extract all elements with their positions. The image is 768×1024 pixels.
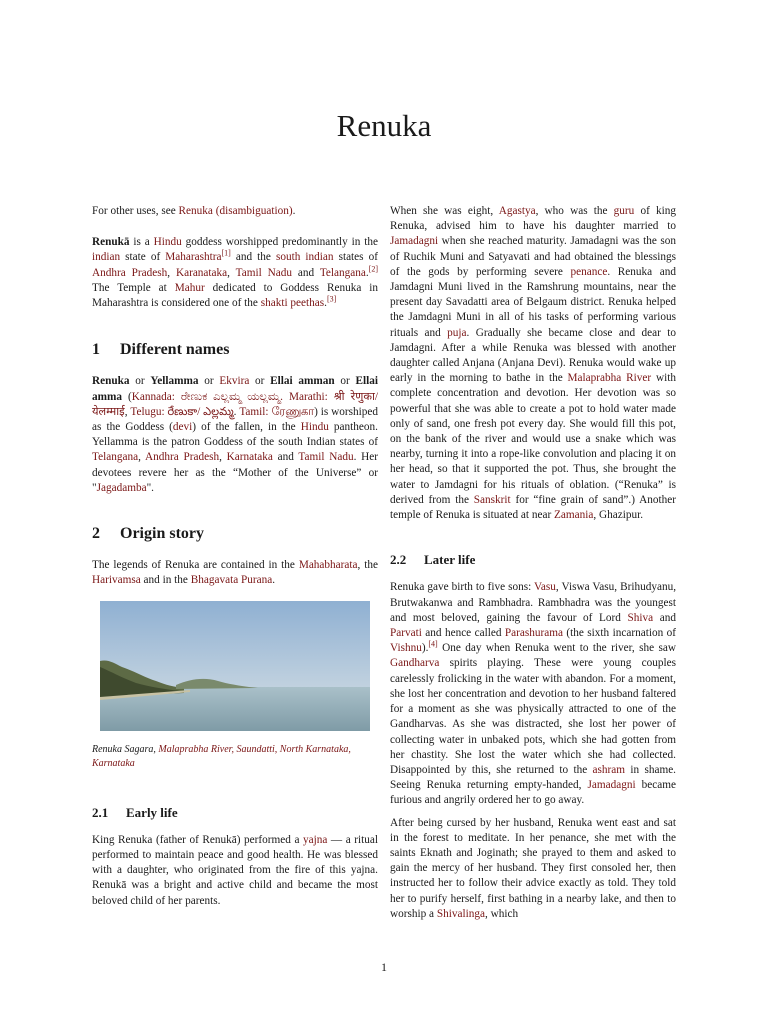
section-number: 1 — [92, 341, 100, 359]
name-term: Ellai amman — [270, 375, 335, 388]
puja-link[interactable]: puja — [447, 326, 467, 339]
renuka-sagara-photo[interactable] — [100, 601, 370, 731]
mahur-link[interactable]: Mahur — [174, 281, 205, 294]
malaprabha-caption-link[interactable]: Malaprabha River, Saundatti, North Karnataka, Karnataka — [92, 743, 351, 769]
body-text: — a ritual performed to maintain peace and good health. He was blessed with a daughter, who originated from the fire of this yajna. Renukā was a bright and active child and became the most beloved child of her parents. — [92, 833, 378, 907]
body-text: . — [272, 574, 276, 587]
body-text: . — [233, 405, 240, 418]
body-text: or — [249, 375, 271, 388]
early-life-paragraph — [92, 833, 378, 909]
landscape-image — [100, 601, 370, 731]
body-text: . Her devotees revere her as the “Mother of the Universe” or " — [92, 451, 378, 494]
south-indian-link[interactable]: south indian — [275, 251, 334, 264]
malaprabha-river-link[interactable]: Malaprabha River — [567, 372, 652, 385]
section-heading-different-names — [92, 342, 378, 357]
left-column — [92, 204, 378, 909]
caption-text: Renuka Sagara, — [92, 743, 159, 755]
section-heading-early-life — [92, 805, 378, 820]
body-text: became furious and angrily ordered her to go away. — [390, 779, 676, 807]
citation-1[interactable]: [1] — [221, 248, 231, 258]
hindu-link[interactable]: Hindu — [153, 236, 182, 249]
body-text: , which — [485, 907, 519, 920]
ashram-link[interactable]: ashram — [592, 763, 626, 776]
intro-text: is a — [129, 236, 154, 249]
shiva-link[interactable]: Shiva — [627, 611, 654, 624]
body-text: ( — [122, 390, 132, 403]
body-text: Renuka gave birth to five sons: — [390, 581, 535, 594]
intro-text: dedicated to Goddess Renuka in Maharashtra is considered one of the — [92, 281, 378, 310]
body-text: When she was eight, — [390, 205, 499, 217]
body-text: , Ghazipur. — [593, 509, 644, 522]
section-number: 2.2 — [390, 552, 407, 568]
section-title: Origin story — [120, 525, 204, 543]
intro-text: state of — [120, 251, 166, 264]
different-names-paragraph — [92, 374, 378, 496]
origin-story-paragraph — [92, 558, 378, 588]
body-text: , — [138, 451, 145, 464]
telangana-link[interactable]: Telangana — [319, 266, 366, 279]
name-term: Yellamma — [150, 375, 199, 388]
body-text: The legends of Renuka are contained in the — [92, 559, 299, 572]
guru-link[interactable]: guru — [613, 205, 635, 217]
devi-link[interactable]: devi — [172, 421, 193, 434]
citation-2[interactable]: [2] — [368, 263, 379, 273]
page-number: 1 — [381, 960, 387, 974]
marathi-link[interactable]: Marathi: श्री रेणुका/ येलम्माई — [92, 390, 379, 418]
body-text: pantheon. Yellamma is the patron Goddess of the south Indian states of — [92, 421, 378, 449]
marriage-paragraph — [390, 204, 676, 523]
body-text: or — [198, 375, 220, 388]
body-text: when she reached maturity. Jamadagni was the son of Ruchik Muni and Satyavati and had obtained the blessings of the gods by performing severe — [390, 235, 676, 278]
jagadamba-link[interactable]: Jagadamba — [96, 481, 147, 494]
section-title: Early life — [126, 804, 178, 820]
parvati-link[interactable]: Parvati — [390, 627, 422, 640]
citation-4[interactable]: [4] — [428, 639, 438, 649]
body-text: , who was the — [535, 205, 614, 217]
body-text: King Renuka (father of Renukā) performed a — [92, 833, 303, 846]
body-text: and hence called — [421, 627, 505, 640]
andhra-pradesh-link[interactable]: Andhra Pradesh — [92, 266, 168, 279]
intro-paragraph — [92, 235, 378, 311]
body-text: , — [124, 405, 131, 418]
article-title: Renuka — [336, 108, 432, 143]
section-title: Different names — [120, 341, 230, 359]
intro-text: . — [324, 297, 327, 310]
kannada-link[interactable]: Kannada: ರೇಣುಕ ಎಲ್ಲಮ್ಮ ಯಲ್ಲಮ್ಮ. — [131, 390, 283, 403]
body-text: . Renuka and Jamdagni Muni lived in the Ramshrung mountains, near the present day Savadatti area of Belgaum district. Renuka helped the Jamdagni Muni in all of his tasks of performing various rituals and — [390, 265, 676, 339]
yajna-link[interactable]: yajna — [303, 833, 328, 846]
name-term: Renuka — [92, 375, 130, 388]
disambiguation-link[interactable]: Renuka (disambiguation) — [178, 205, 293, 217]
ekvira-link[interactable]: Ekvira — [219, 375, 250, 388]
agastya-link[interactable]: Agastya — [498, 205, 536, 217]
body-text: ) of the fallen, in the — [192, 421, 301, 434]
hindu-link[interactable]: Hindu — [300, 421, 329, 434]
intro-subject: Renukā — [92, 236, 130, 249]
shakti-peethas-link[interactable]: shakti peethas — [260, 297, 325, 310]
body-text: (the sixth incarnation of — [562, 627, 676, 640]
penance-link[interactable]: penance — [570, 265, 608, 278]
indian-link[interactable]: indian — [92, 251, 121, 264]
hatnote — [92, 204, 378, 219]
tamil-nadu-link[interactable]: Tamil Nadu — [298, 451, 354, 464]
intro-text: , — [167, 266, 176, 279]
gandharva-link[interactable]: Gandharva — [390, 657, 440, 670]
body-text: or — [334, 375, 356, 388]
body-text: , the — [357, 559, 378, 572]
right-column — [390, 204, 676, 922]
intro-text: and the — [230, 251, 276, 264]
section-heading-origin-story — [92, 526, 378, 541]
body-text: and — [653, 611, 676, 624]
body-text: After being cursed by her husband, Renuka went east and sat in the forest to meditate. In her penance, she met with the saints Eknath and Joginath; she prayed to them and asked to gain the mercy of her husband. They first consoled her, then instructed her to follow their advice exactly as told. They told her to purify herself, first bathing in a nearby lake, and then to worship a — [390, 816, 676, 920]
body-text: ). — [421, 642, 429, 655]
tamil-link[interactable]: Tamil: ரேணுகா — [239, 405, 315, 418]
hatnote-period: . — [292, 205, 296, 217]
telugu-link[interactable]: Telugu: రేణుకా/ ఎల్లమ్మ — [130, 405, 234, 418]
section-title: Later life — [424, 552, 476, 568]
body-text: and in the — [140, 574, 191, 587]
shivalinga-link[interactable]: Shivalinga — [436, 907, 485, 920]
section-number: 2 — [92, 525, 100, 543]
hatnote-text: For other uses, see — [92, 205, 179, 217]
sanskrit-link[interactable]: Sanskrit — [473, 493, 511, 506]
section-number: 2.1 — [92, 804, 109, 820]
section-heading-later-life — [390, 552, 676, 567]
intro-text: and — [292, 266, 320, 279]
mahabharata-link[interactable]: Mahabharata — [298, 559, 358, 572]
body-text: in shame. Seeing Renuka returning empty-handed, — [390, 763, 676, 792]
karnataka-link[interactable]: Karnataka — [226, 451, 273, 464]
intro-text: The Temple at — [92, 281, 175, 294]
parashurama-link[interactable]: Parashurama — [504, 627, 563, 640]
body-text: . Gradually she became close and dear to Jamdagni. After a while Renuka was blessed with another daughter called Anjana (Anjana Devi). Renuka would wake up early in the morning to bathe in the — [390, 326, 676, 385]
body-text: and — [272, 451, 299, 464]
maharashtra-link[interactable]: Maharashtra — [165, 251, 222, 264]
body-text: ) is worshiped as the Goddess ( — [92, 405, 379, 434]
andhra-pradesh-link[interactable]: Andhra Pradesh — [145, 451, 220, 464]
harivamsa-link[interactable]: Harivamsa — [92, 574, 141, 587]
tamil-nadu-link[interactable]: Tamil Nadu — [235, 266, 293, 279]
karanataka-link[interactable]: Karanataka — [175, 266, 228, 279]
telangana-link[interactable]: Telangana — [92, 451, 139, 464]
intro-text: states of — [333, 251, 378, 264]
vishnu-link[interactable]: Vishnu — [390, 642, 422, 655]
body-text: for “fine grain of sand”.) Another temple of Renuka is situated at near — [390, 493, 676, 522]
body-text: , Viswa Vasu, Brihudyanu, Brutwakanwa and Rambhadra. Rambhadra was the youngest and most beloved, gaining the favour of Lord — [390, 581, 676, 624]
body-text: with complete concentration and devotion. Her devotion was so powerful that she was able to create a pot to hold water made only of sand, one fresh pot every day. She would fill this pot, on the bank of the river and would use a snake which was nearby, turning it into a rope-like convolution and placing it on her head, so that it supported the pot. Thus, she brought the water to Jamdagni for his rituals of oblation. (“Renuka” is derived from the — [390, 372, 676, 506]
intro-text: . — [365, 266, 369, 279]
intro-text: goddess worshipped predominantly in the — [181, 236, 378, 249]
jamadagni-link[interactable]: Jamadagni — [390, 235, 439, 248]
body-text: , — [219, 451, 227, 464]
body-text: spirits playing. These were young couples carelessly frolicking in the water with abandon. For a moment, she lost her concentration and devotion to her husband faltered for a moment as she was physically attracted to one of the Gandharvas. As she was distracted, she lost her power of collecting water in unbaked pots, which she had gotten from her chastity. She lost the water which she had collected. Disappointed by this, she returned to the — [390, 657, 676, 776]
body-text: of king Renuka, advised him to have his daughter married to — [390, 205, 676, 233]
name-term: Ellai amma — [92, 375, 379, 403]
zamania-link[interactable]: Zamania — [554, 509, 594, 522]
later-life-paragraph — [390, 580, 676, 808]
citation-3[interactable]: [3] — [326, 294, 337, 304]
figure-caption — [92, 743, 378, 771]
curse-paragraph — [390, 816, 676, 922]
bhagavata-purana-link[interactable]: Bhagavata Purana — [190, 574, 273, 587]
jamadagni-link[interactable]: Jamadagni — [587, 779, 636, 792]
vasu-link[interactable]: Vasu — [534, 581, 556, 594]
intro-text: , — [227, 266, 236, 279]
body-text: ". — [146, 481, 154, 494]
body-text: or — [129, 375, 151, 388]
body-text: One day when Renuka went to the river, she saw — [437, 642, 676, 655]
